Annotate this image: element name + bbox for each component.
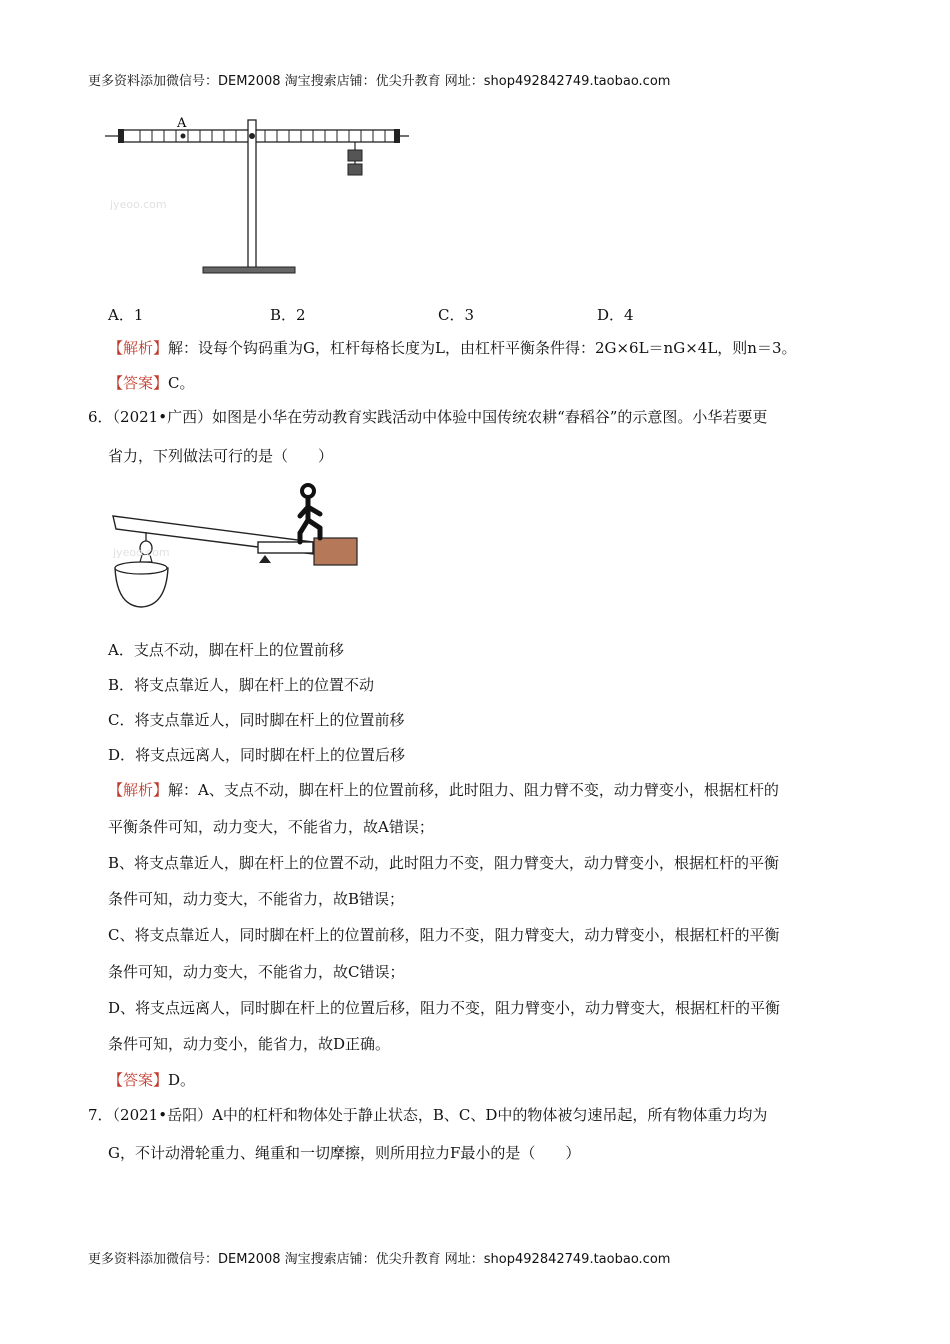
analysis-line: 平衡条件可知，动力变大，不能省力，故A错误； — [108, 818, 434, 836]
q6-answer — [108, 1070, 195, 1090]
option-d: D．将支点远离人，同时脚在杆上的位置后移 — [108, 746, 406, 764]
analysis-line: D、将支点远离人，同时脚在杆上的位置后移，阻力不变，阻力臂变小，动力臂变大，根据杠杆的平衡 — [108, 999, 781, 1017]
q7-stem-line-1: 7．（2021•岳阳）A中的杠杆和物体处于静止状态，B、C、D中的物体被匀速吊起，所有物体重力均为 — [88, 1106, 768, 1124]
answer-text: D。 — [168, 1071, 196, 1089]
answer-tag: 【答案】 — [108, 1071, 169, 1089]
option-a: A．支点不动，脚在杆上的位置前移 — [108, 641, 344, 659]
q6-stem-line-1: 6．（2021•广西）如图是小华在劳动教育实践活动中体验中国传统农耕“舂稻谷”的示意图。小华若要更 — [88, 408, 768, 426]
analysis-line: 条件可知，动力变大，不能省力，故C错误； — [108, 963, 405, 981]
analysis-line: B、将支点靠近人，脚在杆上的位置不动，此时阻力不变，阻力臂变大，动力臂变小，根据杠杆的平衡 — [108, 854, 780, 872]
lever-balance-figure — [105, 110, 415, 280]
q5-analysis — [108, 338, 796, 358]
analysis-tag: 【解析】 — [108, 339, 169, 357]
q7-stem-line-2: G，不计动滑轮重力、绳重和一切摩擦，则所用拉力F最小的是（ ） — [108, 1144, 581, 1162]
option-a: A．1 — [108, 306, 144, 324]
analysis-text: 解：设每个钩码重为G，杠杆每格长度为L，由杠杆平衡条件得：2G×6L＝nG×4L，则n＝3。 — [168, 339, 797, 357]
q6-stem-line-2: 省力，下列做法可行的是（ ） — [108, 447, 334, 465]
pestle-lever-figure — [108, 478, 363, 613]
watermark: jyeoo.com — [113, 546, 170, 559]
page-footer: 更多资料添加微信号：DEM2008 淘宝搜索店铺：优尖升教育 网址：shop492842749.taobao.com — [88, 1252, 671, 1267]
option-b: B．将支点靠近人，脚在杆上的位置不动 — [108, 676, 375, 694]
analysis-line: 条件可知，动力变小，能省力，故D正确。 — [108, 1035, 391, 1053]
analysis-line: C、将支点靠近人，同时脚在杆上的位置前移，阻力不变，阻力臂变大，动力臂变小，根据杠杆的平衡 — [108, 926, 780, 944]
option-d: D．4 — [597, 306, 634, 324]
q5-answer — [108, 373, 195, 393]
option-b: B．2 — [270, 306, 306, 324]
analysis-line — [108, 780, 779, 800]
option-c: C．将支点靠近人，同时脚在杆上的位置前移 — [108, 711, 405, 729]
answer-text: C。 — [168, 374, 195, 392]
analysis-line: 条件可知，动力变大，不能省力，故B错误； — [108, 890, 405, 908]
analysis-tag: 【解析】 — [108, 781, 169, 799]
answer-tag: 【答案】 — [108, 374, 169, 392]
watermark: jyeoo.com — [110, 198, 167, 211]
point-a-label: A — [177, 116, 187, 131]
analysis-text: 解：A、支点不动，脚在杆上的位置前移，此时阻力、阻力臂不变，动力臂变小，根据杠杆的 — [168, 781, 779, 799]
page-header: 更多资料添加微信号：DEM2008 淘宝搜索店铺：优尖升教育 网址：shop492842749.taobao.com — [88, 74, 671, 89]
option-c: C．3 — [438, 306, 475, 324]
